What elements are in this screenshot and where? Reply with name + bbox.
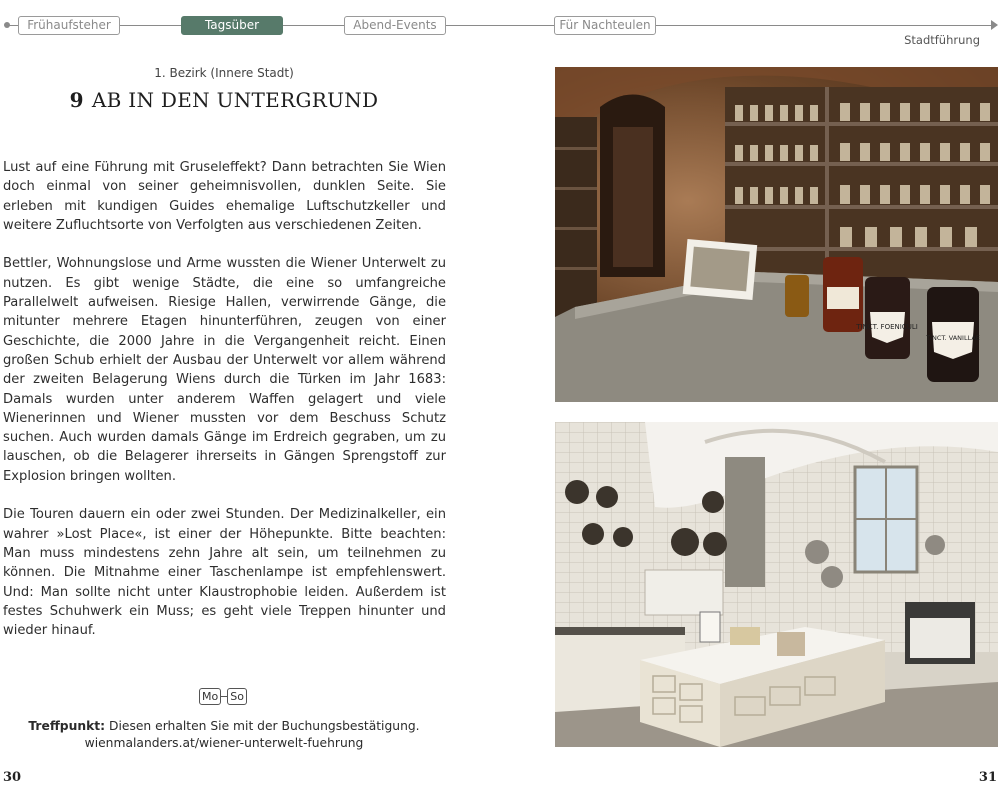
timeline-line bbox=[6, 25, 994, 26]
page-title bbox=[0, 88, 448, 112]
website-link[interactable]: wienmalanders.at/wiener-unterwelt-fuehrung bbox=[84, 736, 364, 750]
article-body bbox=[3, 158, 446, 660]
category-label: Stadtführung bbox=[904, 33, 980, 47]
photo-pharmacy-cellar bbox=[555, 67, 998, 402]
tab-abend-events[interactable]: Abend-Events bbox=[344, 16, 446, 35]
tab-fruehaufsteher[interactable]: Frühaufsteher bbox=[18, 16, 120, 35]
photo-old-kitchen bbox=[555, 422, 998, 747]
day-to: So bbox=[227, 688, 247, 705]
tab-fuer-nachteulen[interactable]: Für Nachteulen bbox=[554, 16, 656, 35]
district-label: 1. Bezirk (Innere Stadt) bbox=[154, 66, 294, 80]
paragraph: Lust auf eine Führung mit Gruseleffekt? Dann betrachten Sie Wien doch einmal von seiner geheimnisvollen, dunklen Seite. Sie erleben mit kundigen Guides ehemalige Luftschutzkeller und weitere Zufluchtsorte von Verfolgten aus verschiedenen Zeiten. bbox=[3, 160, 446, 233]
opening-days bbox=[199, 688, 247, 705]
timeline-start-dot bbox=[4, 22, 10, 28]
paragraph: Die Touren dauern ein oder zwei Stunden. Der Medizinalkeller, ein wahrer »Lost Place«, ist einer der Höhepunkte. Bitte beachten: Man muss mindestens zehn Jahre alt sein, um teilnehmen zu können. Die Mitnahme einer Taschenlampe ist empfehlenswert. Und: Man sollte nicht unter Klaustrophobie leiden. Außerdem ist festes Schuhwerk ein Muss; es geht viele Treppen hinunter und wieder hinauf. bbox=[3, 507, 446, 639]
bottle-label-vanillae: TINCT. VANILLAE bbox=[926, 334, 980, 342]
page-number-right: 31 bbox=[978, 770, 997, 785]
meeting-point bbox=[0, 718, 448, 752]
page-number-left: 30 bbox=[3, 770, 22, 785]
entry-title: AB IN DEN UNTERGRUND bbox=[91, 88, 379, 112]
meeting-label: Treffpunkt: bbox=[28, 719, 106, 733]
paragraph: Bettler, Wohnungslose und Arme wussten die Wiener Unterwelt zu nutzen. Es gibt wenige Städte, die eine so umfangreiche Parallelwelt aufweisen. Riesige Hallen, verwirrende Gänge, die mitunter mehrere Etagen hinunterführen, zeugen von einer Geschichte, die 2000 Jahre in die Vergangenheit reicht. Einen großen Schub erhielt der Ausbau der Unterwelt vor allem während der zweiten Belagerung Wiens durch die Türken im Jahr 1683: Damals wurden unter anderem Waffen gelagert und viele Wienerinnen und Wiener mussten vor dem Beschuss Schutz suchen. Auch wurden damals Gänge im Erdreich gegraben, um zu lauschen, ob die Belagerer ihrerseits in Gängen Sprengstoff zur Explosion bringen wollten. bbox=[3, 256, 446, 484]
bottle-label-foeniculi: TINCT. FOENICULI bbox=[856, 323, 918, 331]
tab-tagsueber[interactable]: Tagsüber bbox=[181, 16, 283, 35]
timeline-arrow-icon bbox=[991, 20, 998, 30]
entry-number: 9 bbox=[69, 88, 84, 112]
meeting-text: Diesen erhalten Sie mit der Buchungsbestätigung. bbox=[109, 719, 420, 733]
day-from: Mo bbox=[199, 688, 221, 705]
